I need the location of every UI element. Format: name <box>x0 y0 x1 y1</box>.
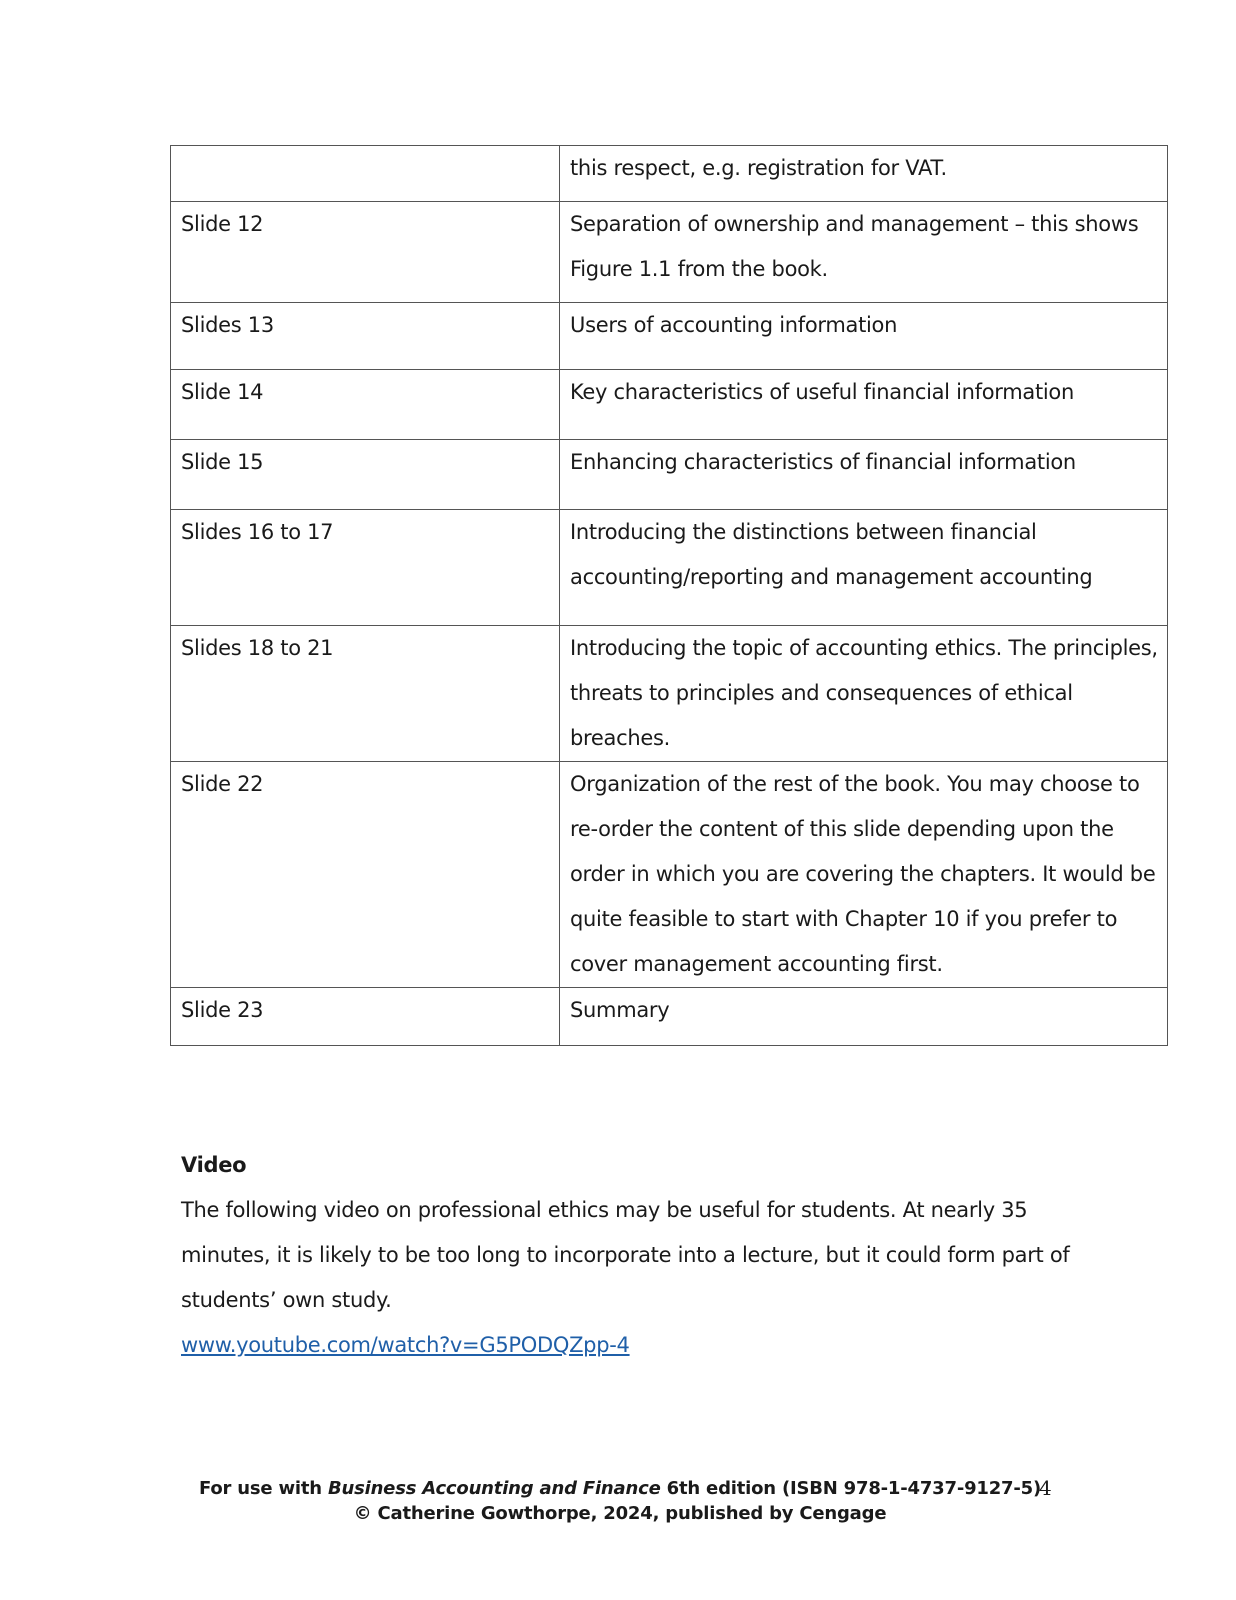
footer-copyright: © Catherine Gowthorpe, 2024, published by Cengage <box>353 1503 887 1524</box>
table-row <box>171 303 1168 370</box>
table-row <box>171 202 1168 303</box>
footer-edition-line <box>180 1476 1060 1501</box>
slide-cell: Slides 16 to 17 <box>171 510 560 626</box>
page-number: 4 <box>1039 1476 1052 1500</box>
description-cell: Organization of the rest of the book. You may choose to re-order the content of this slide depending upon the order in which you are covering the chapters. It would be quite feasible to start with Chapter 10 if you prefer to cover management accounting first. <box>560 762 1168 988</box>
table-row <box>171 762 1168 988</box>
description-cell: Enhancing characteristics of financial information <box>560 440 1168 510</box>
description-cell: Separation of ownership and management – this shows Figure 1.1 from the book. <box>560 202 1168 303</box>
description-cell: Introducing the topic of accounting ethics. The principles, threats to principles and consequences of ethical breaches. <box>560 626 1168 762</box>
description-cell: Key characteristics of useful financial information <box>560 370 1168 440</box>
footer-book-title: Business Accounting and Finance <box>327 1478 661 1499</box>
description-cell: Users of accounting information <box>560 303 1168 370</box>
video-section <box>181 1150 1081 1368</box>
description-cell: this respect, e.g. registration for VAT. <box>560 146 1168 202</box>
table-row <box>171 146 1168 202</box>
slide-cell: Slide 14 <box>171 370 560 440</box>
page-footer <box>180 1476 1060 1526</box>
footer-suffix: 6th edition (ISBN 978-1-4737-9127-5) <box>660 1478 1042 1499</box>
slide-cell: Slide 15 <box>171 440 560 510</box>
table-row <box>171 510 1168 626</box>
description-cell: Summary <box>560 988 1168 1046</box>
slide-cell: Slide 23 <box>171 988 560 1046</box>
table-row <box>171 626 1168 762</box>
slide-cell: Slide 12 <box>171 202 560 303</box>
slide-cell: Slide 22 <box>171 762 560 988</box>
video-link[interactable]: www.youtube.com/watch?v=G5PODQZpp-4 <box>181 1333 630 1357</box>
slide-cell: Slides 13 <box>171 303 560 370</box>
video-description: The following video on professional ethics may be useful for students. At nearly 35 minutes, it is likely to be too long to incorporate into a lecture, but it could form part of students’ own study. <box>181 1198 1070 1312</box>
slide-cell: Slides 18 to 21 <box>171 626 560 762</box>
table-row <box>171 988 1168 1046</box>
footer-prefix: For use with <box>198 1478 328 1499</box>
table-row <box>171 440 1168 510</box>
description-cell: Introducing the distinctions between financial accounting/reporting and management accounting <box>560 510 1168 626</box>
slide-cell <box>171 146 560 202</box>
slides-table <box>170 145 1168 1046</box>
video-heading: Video <box>181 1153 247 1177</box>
table-row <box>171 370 1168 440</box>
